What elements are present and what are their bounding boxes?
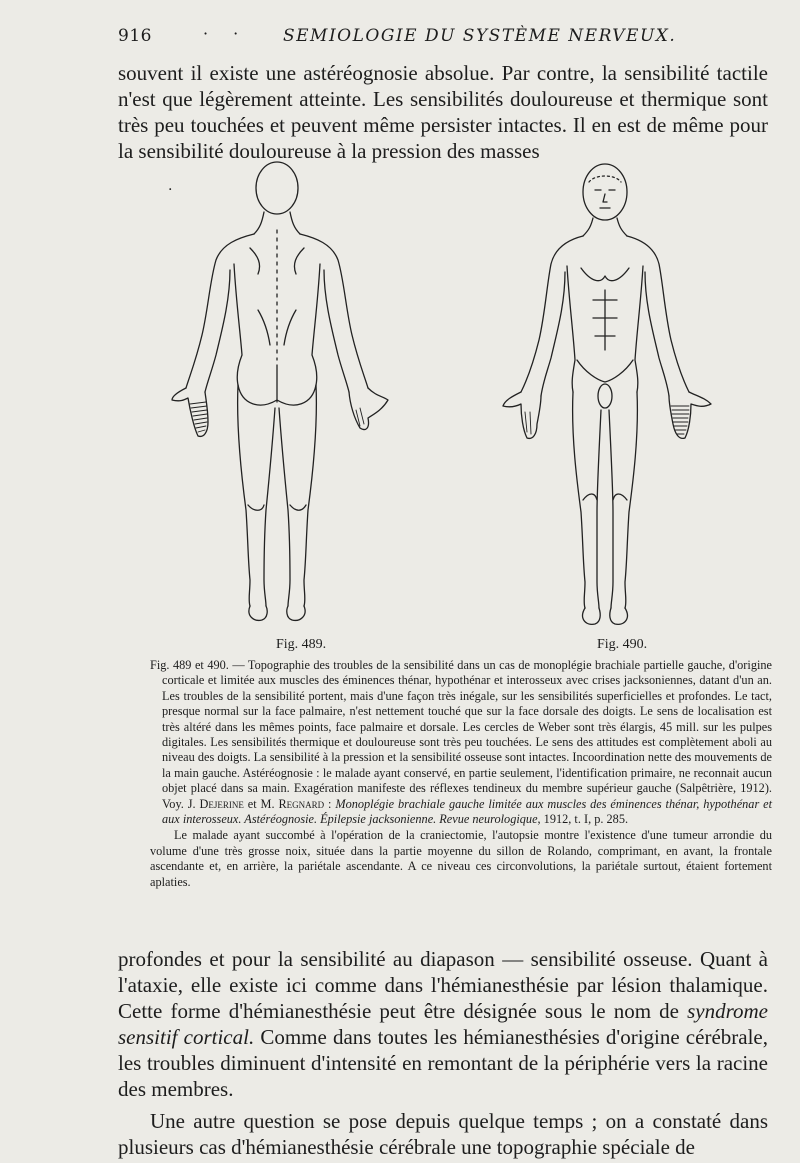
neck-front [583, 218, 627, 236]
running-head-title: SEMIOLOGIE DU SYSTÈME NERVEUX. [283, 26, 677, 46]
paragraph-question: Une autre question se pose depuis quelque temps ; on a constaté dans plusieurs cas d'hémianesthésie cérébrale une topographie spéciale de [118, 1109, 768, 1159]
torso-left-front [567, 266, 575, 392]
caption-author-2: Regnard [278, 796, 325, 811]
right-hand [349, 388, 388, 430]
right-arm-inner [324, 270, 349, 392]
torso-right [312, 264, 320, 385]
caption-reference-end: , 1912, t. I, p. 285. [537, 812, 629, 827]
right-leg-outer [304, 385, 316, 606]
torso-left [234, 264, 242, 385]
left-foot [249, 606, 267, 620]
right-foot [287, 606, 305, 620]
right-hand-front-fingers [525, 412, 531, 434]
caption-colon: : [324, 796, 336, 811]
syndrome-term: syndrome sensitif cortical. [118, 999, 768, 1049]
anterior-view-figure [503, 164, 711, 624]
inguinal-line [577, 360, 633, 382]
nose [603, 194, 607, 202]
torso-right-front [635, 266, 643, 392]
caption-text: Fig. 489 et 490. — Topographie des troubles de la sensibilité dans un cas de monoplégie brachiale partielle gauche, d'origine corticale et limitée aux muscles des éminences thénar, hypothénar et interosseux avec crises jacksoniennes, datant d'un an. Les troubles de la sensibilité portent, mais d'une façon très inégale, sur les sensibilités superficielles et profondes. Le tact, presque normal sur la face palmaire, n'est nettement touché que sur la face dorsale des doigts. Le sens de localisation est très altéré dans les mêmes points, face palmaire et dorsale. Les cercles de Weber sont très élargis, 45 mill. sur les pulpes digitales. Les sensibilités thermique et douloureuse sont très peu touchées. Le sens des attitudes est complètement aboli au niveau des doigts. La sensibilité à la pression et la sensibilité osseuse sont intactes. Incoordination nette des mouvements de la main gauche. Astéréognosie : le malade ayant conservé, en partie seulement, l'identification primaire, ne reconnait aucun objet placé dans sa main. Exagération manifeste des réflexes tendineux du membre supérieur gauche (Salpêtrière, 1912). Voy. [150, 658, 772, 811]
right-hand-front [503, 392, 541, 438]
left-hand-front-hatching [671, 406, 689, 434]
abdominals [593, 290, 617, 350]
left-hand-hatching [190, 402, 207, 432]
left-hand [172, 388, 208, 436]
right-leg-inner [279, 408, 290, 606]
caption-main [150, 658, 772, 827]
right-foot-front [583, 608, 601, 624]
knees-back [248, 505, 306, 510]
hairline [589, 176, 621, 182]
left-arm-outer [186, 234, 254, 388]
paragraph-syndrome-start: profondes et pour la sensibilité au diapason — sensibilité osseuse. Quant à l'ataxie, elle existe ici comme dans l'hémianesthésie par lésion thalamique. Cette forme d'hémianesthésie peut être désignée sous le nom de [118, 947, 768, 1023]
right-leg-inner-front [597, 410, 601, 608]
paragraph-syndrome [118, 946, 768, 1102]
page-number: 916 [118, 26, 152, 46]
caption-reference-title: Monoplégie brachiale gauche limitée aux muscles des éminences thénar, hypothénar et aux interosseux. Astéréognosie. Épilepsie jacksonienne. Revue neurologique [162, 796, 772, 827]
kneecaps [583, 494, 627, 500]
running-head [118, 26, 778, 50]
print-speck: . [168, 178, 173, 194]
posterior-view-figure [172, 162, 388, 620]
left-hand-front [669, 392, 711, 438]
right-arm-inner-front [541, 272, 565, 396]
caption-author-1: J. Dejerine [187, 796, 244, 811]
left-foot-front [610, 608, 628, 624]
left-leg-inner-front [609, 410, 613, 608]
figure-label-490: Fig. 490. [597, 637, 648, 652]
figure-pair [150, 160, 750, 650]
figure-label-489: Fig. 489. [276, 637, 327, 652]
right-arm-outer [300, 234, 368, 388]
caption-and: et M. [243, 796, 279, 811]
left-leg-outer [238, 385, 250, 606]
body-text-top [118, 60, 768, 164]
paragraph-syndrome-end: Comme dans toutes les hémianesthésies d'origine cérébrale, les troubles diminuent d'intensité en remontant de la périphérie vers la racine des membres. [118, 1025, 768, 1101]
head-front [583, 164, 627, 220]
left-leg-inner [264, 408, 275, 606]
left-arm-inner [205, 270, 230, 392]
paragraph-continued: souvent il existe une astéréognosie absolue. Par contre, la sensibilité tactile n'est que légèrement atteinte. Les sensibilités douloureuse et thermique sont très peu touchées et peuvent même persister intactes. Il en est de même pour la sensibilité douloureuse à la pression des masses [118, 61, 768, 163]
body-text-bottom [118, 946, 768, 1160]
genitals [598, 384, 612, 408]
figure-caption [150, 658, 772, 890]
pectorals [581, 268, 629, 281]
left-arm-inner-front [645, 272, 669, 396]
caption-autopsy-note: Le malade ayant succombé à l'opération de la craniectomie, l'autopsie montre l'existence d'une tumeur arrondie du volume d'une très grosse noix, située dans la partie moyenne du sillon de Rolando, comprimant, en avant, la frontale ascendante et, en arrière, la pariétale ascendante. A ce niveau ces circonvolutions, la pariétale surtout, étaient fortement aplaties. [150, 828, 772, 889]
anatomical-figures-illustration [150, 160, 750, 650]
head-back [256, 162, 298, 214]
running-head-ornament: · · [203, 24, 249, 43]
